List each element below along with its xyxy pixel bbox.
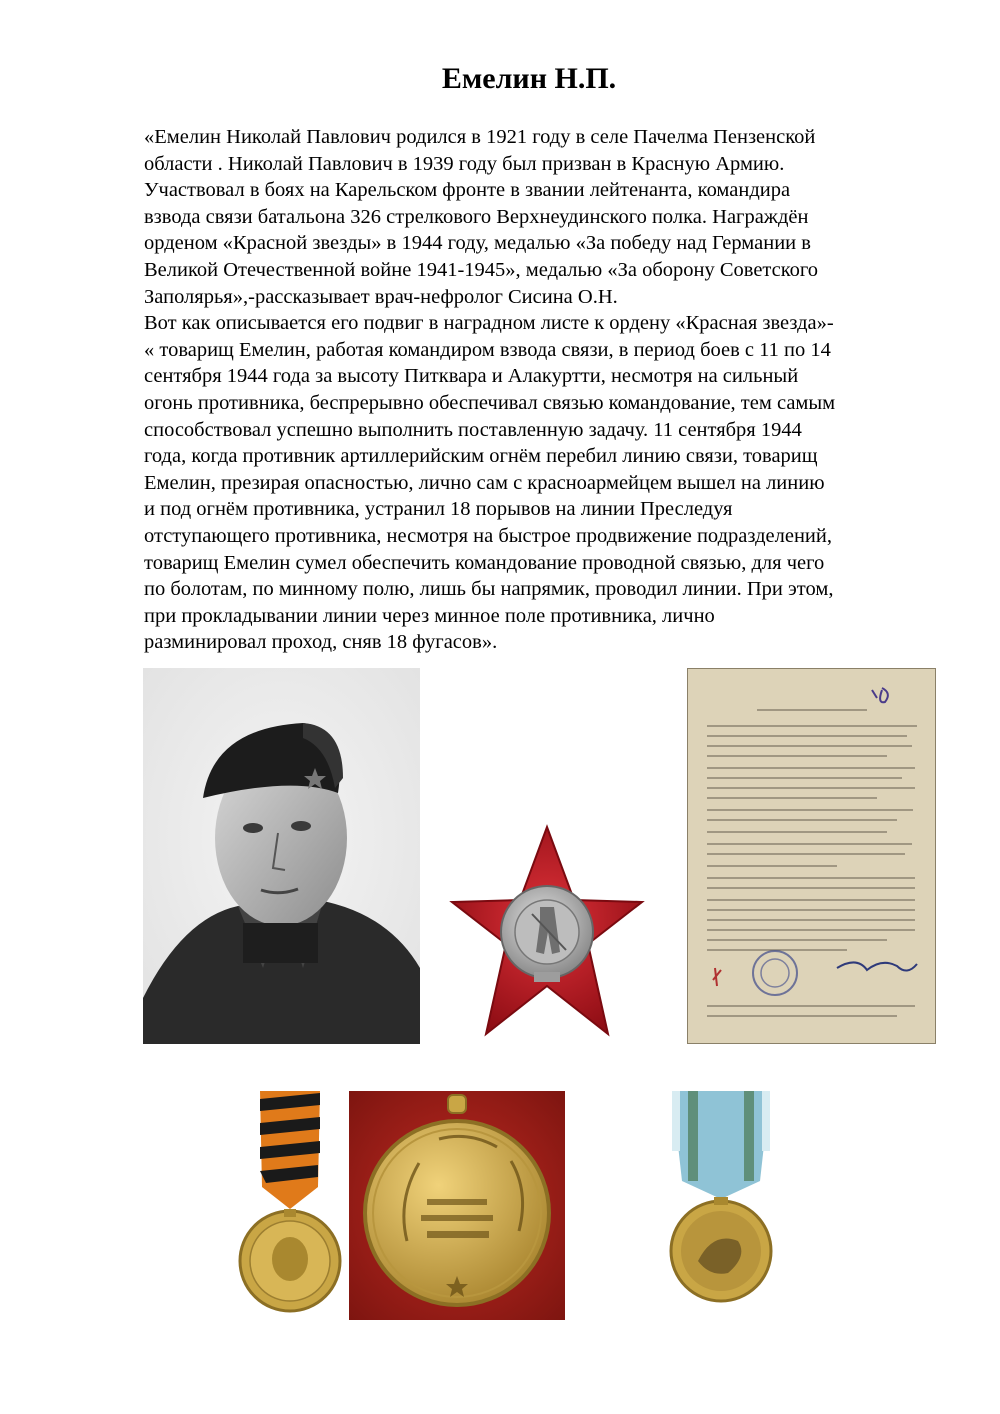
text-line: сентября 1944 года за высоту Питквара и Алакуртти, несмотря на сильный [144, 365, 799, 388]
text-line: при прокладывании линии через минное поле противника, лично [144, 604, 715, 627]
text-line: Заполярья»,-рассказывает врач-нефролог Сисина О.Н. [144, 285, 618, 308]
text-line: товарищ Емелин сумел обеспечить командование проводной связью, для чего [144, 551, 825, 574]
text-line: взвода связи батальона 326 стрелкового Верхнеудинского полка. Награждён [144, 205, 809, 228]
victory-medal-reverse-image [349, 1091, 565, 1320]
text-line: и под огнём противника, устранил 18 порывов на линии Преследуя [144, 498, 733, 521]
page-title: Емелин Н.П. [441, 62, 617, 95]
text-line: по болотам, по минному полю, лишь бы напрямик, проводил линии. При этом, [144, 578, 834, 601]
text-line: Великой Отечественной войне 1941-1945», медалью «За оборону Советского [144, 258, 819, 281]
victory-medal-image [230, 1091, 349, 1320]
text-line: разминировал проход, сняв 18 фугасов». [144, 631, 498, 654]
text-line: Вот как описывается его подвиг в наградном листе к ордену «Красная звезда»- [144, 312, 834, 335]
award-sheet-image [687, 668, 936, 1044]
text-line: огонь противника, беспрерывно обеспечивал связью командование, тем самым [144, 391, 836, 414]
text-line: года, когда противник артиллерийским огнём перебил линию связи, товарищ [144, 445, 818, 468]
text-line: «Емелин Николай Павлович родился в 1921 году в селе Пачелма Пензенской [144, 126, 816, 148]
body-text [144, 124, 954, 656]
text-line: Участвовал в боях на Карельском фронте в звании лейтенанта, командира [144, 179, 791, 202]
text-line: « товарищ Емелин, работая командиром взвода связи, в период боев с 11 по 14 [144, 338, 831, 361]
text-line: Емелин, презирая опасностью, лично сам с красноармейцем вышел на линию [144, 471, 825, 494]
red-star-order-image [448, 822, 646, 1044]
text-line: отступающего противника, несмотря на быстрое продвижение подразделений, [144, 524, 832, 547]
text-line: способствовал успешно выполнить поставленную задачу. 11 сентября 1944 [144, 418, 802, 441]
text-line: области . Николай Павлович в 1939 году был призван в Красную Армию. [144, 152, 785, 175]
arctic-medal-image [628, 1091, 814, 1320]
text-line: орденом «Красной звезды» в 1944 году, медалью «За победу над Германии в [144, 232, 811, 255]
portrait-photo [143, 668, 420, 1044]
